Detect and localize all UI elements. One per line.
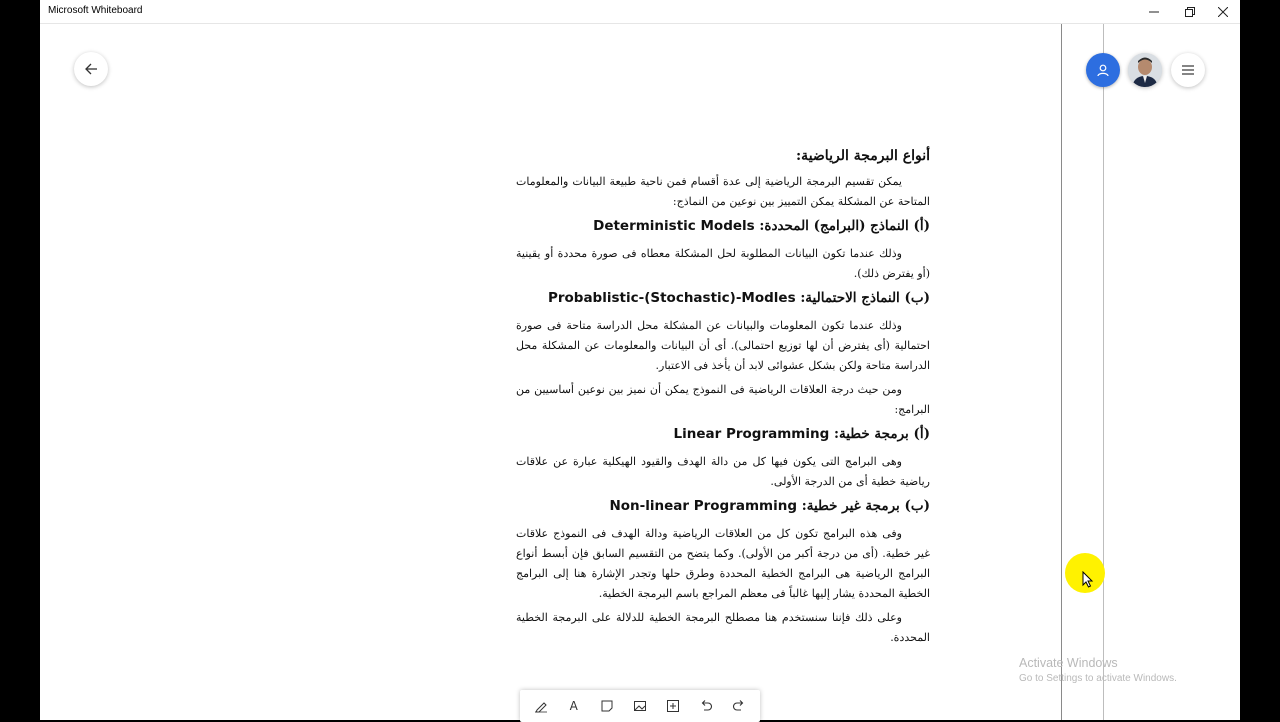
section-heading-en: Linear Programming bbox=[673, 426, 830, 442]
section-heading bbox=[516, 498, 930, 514]
paragraph: وذلك عندما تكون البيانات المطلوبة لحل المشكلة معطاه فى صورة محددة أو يقينية (أو يفترض ذلك). bbox=[516, 247, 930, 280]
close-icon bbox=[1218, 7, 1228, 17]
insert-button[interactable] bbox=[661, 694, 685, 718]
text-icon: A bbox=[569, 699, 578, 713]
text-tool-button[interactable] bbox=[562, 694, 586, 718]
watermark-subtitle: Go to Settings to activate Windows. bbox=[1019, 673, 1177, 684]
undo-button[interactable] bbox=[694, 694, 718, 718]
paragraph: وفى هذه البرامج تكون كل من العلاقات الرياضية ودالة الهدف فى النموذج علاقات غير خطية. (أى من درجة أكبر من الأولى). وكما يتضح من التقسيم السابق فإن أبسط أنواع البرامج الرياضية هى البرامج الخطية المحددة وطرق حلها وتجدر الإشارة هنا إلى البرامج الخطية المحددة يشار إليها غالباً فى معظم المراجع باسم البرمجة الخطية. bbox=[516, 527, 930, 600]
person-icon bbox=[1096, 63, 1110, 77]
paragraph: وعلى ذلك فإننا سنستخدم هنا مصطلح البرمجة الخطية للدلالة على البرمجة الخطية المحددة. bbox=[516, 611, 930, 644]
title-bar bbox=[40, 0, 1240, 24]
document-page[interactable] bbox=[344, 24, 1062, 720]
back-button[interactable] bbox=[74, 52, 108, 86]
section-heading-ar: (ب) النماذج الاحتمالية: bbox=[800, 290, 930, 306]
menu-button[interactable] bbox=[1171, 53, 1205, 87]
section-heading-ar: (ب) برمجة غير خطية: bbox=[801, 498, 930, 514]
page-heading: أنواع البرمجة الرياضية: bbox=[796, 148, 930, 164]
image-button[interactable] bbox=[628, 694, 652, 718]
section-heading bbox=[516, 426, 930, 442]
paragraph: وذلك عندما تكون المعلومات والبيانات عن المشكلة محل الدراسة متاحة فى صورة احتمالية (أى يفترض أن لها توزيع احتمالى). أى أن البيانات والمعلومات عن المشكلة محل الدراسة متاحة ولكن بشكل عشوائى لابد أن يأخذ فى الاعتبار. bbox=[516, 319, 930, 372]
close-button[interactable] bbox=[1206, 0, 1240, 23]
document-text bbox=[516, 148, 930, 652]
plus-box-icon bbox=[666, 699, 680, 713]
sticky-note-icon bbox=[600, 699, 614, 713]
activation-watermark bbox=[1019, 656, 1177, 684]
hamburger-icon bbox=[1181, 64, 1195, 76]
minimize-icon bbox=[1149, 7, 1159, 17]
mouse-cursor-icon bbox=[1082, 571, 1094, 589]
paragraph: وهى البرامج التى يكون فيها كل من دالة الهدف والقيود الهيكلية عبارة عن علاقات رياضية خطية أى من الدرجة الأولى. bbox=[516, 455, 930, 488]
app-title: Microsoft Whiteboard bbox=[48, 5, 143, 16]
user-avatar[interactable] bbox=[1128, 53, 1162, 87]
minimize-button[interactable] bbox=[1137, 0, 1171, 23]
page-edge-right bbox=[1061, 24, 1062, 720]
undo-icon bbox=[699, 699, 713, 713]
sticky-note-button[interactable] bbox=[595, 694, 619, 718]
section-heading-en: Non-linear Programming bbox=[609, 498, 798, 514]
bottom-toolbar bbox=[520, 690, 760, 722]
pen-icon bbox=[534, 699, 548, 713]
section-heading bbox=[516, 218, 930, 234]
page-edge-shadow bbox=[1103, 24, 1104, 720]
section-heading bbox=[516, 290, 930, 306]
whiteboard-window bbox=[40, 0, 1240, 720]
section-heading-en: Deterministic Models bbox=[593, 218, 755, 234]
section-heading-ar: (أ) النماذج (البرامج) المحددة: bbox=[759, 218, 930, 234]
avatar-image bbox=[1128, 53, 1162, 87]
redo-icon bbox=[732, 699, 746, 713]
restore-icon bbox=[1185, 7, 1195, 17]
image-icon bbox=[633, 699, 647, 713]
redo-button[interactable] bbox=[727, 694, 751, 718]
paragraph: يمكن تقسيم البرمجة الرياضية إلى عدة أقسام فمن ناحية طبيعة البيانات والمعلومات المتاحة عن المشكلة يمكن التمييز بين نوعين من النماذج: bbox=[516, 175, 930, 208]
section-heading-ar: (أ) برمجة خطية: bbox=[833, 426, 930, 442]
section-heading-en: Probablistic-(Stochastic)-Modles bbox=[547, 290, 796, 306]
arrow-left-icon bbox=[84, 62, 98, 76]
restore-button[interactable] bbox=[1173, 0, 1207, 23]
invite-button[interactable] bbox=[1086, 53, 1120, 87]
paragraph: ومن حيث درجة العلاقات الرياضية فى النموذج يمكن أن نميز بين نوعين أساسيين من البرامج: bbox=[516, 383, 930, 416]
pen-tool-button[interactable] bbox=[529, 694, 553, 718]
watermark-title: Activate Windows bbox=[1019, 656, 1118, 670]
